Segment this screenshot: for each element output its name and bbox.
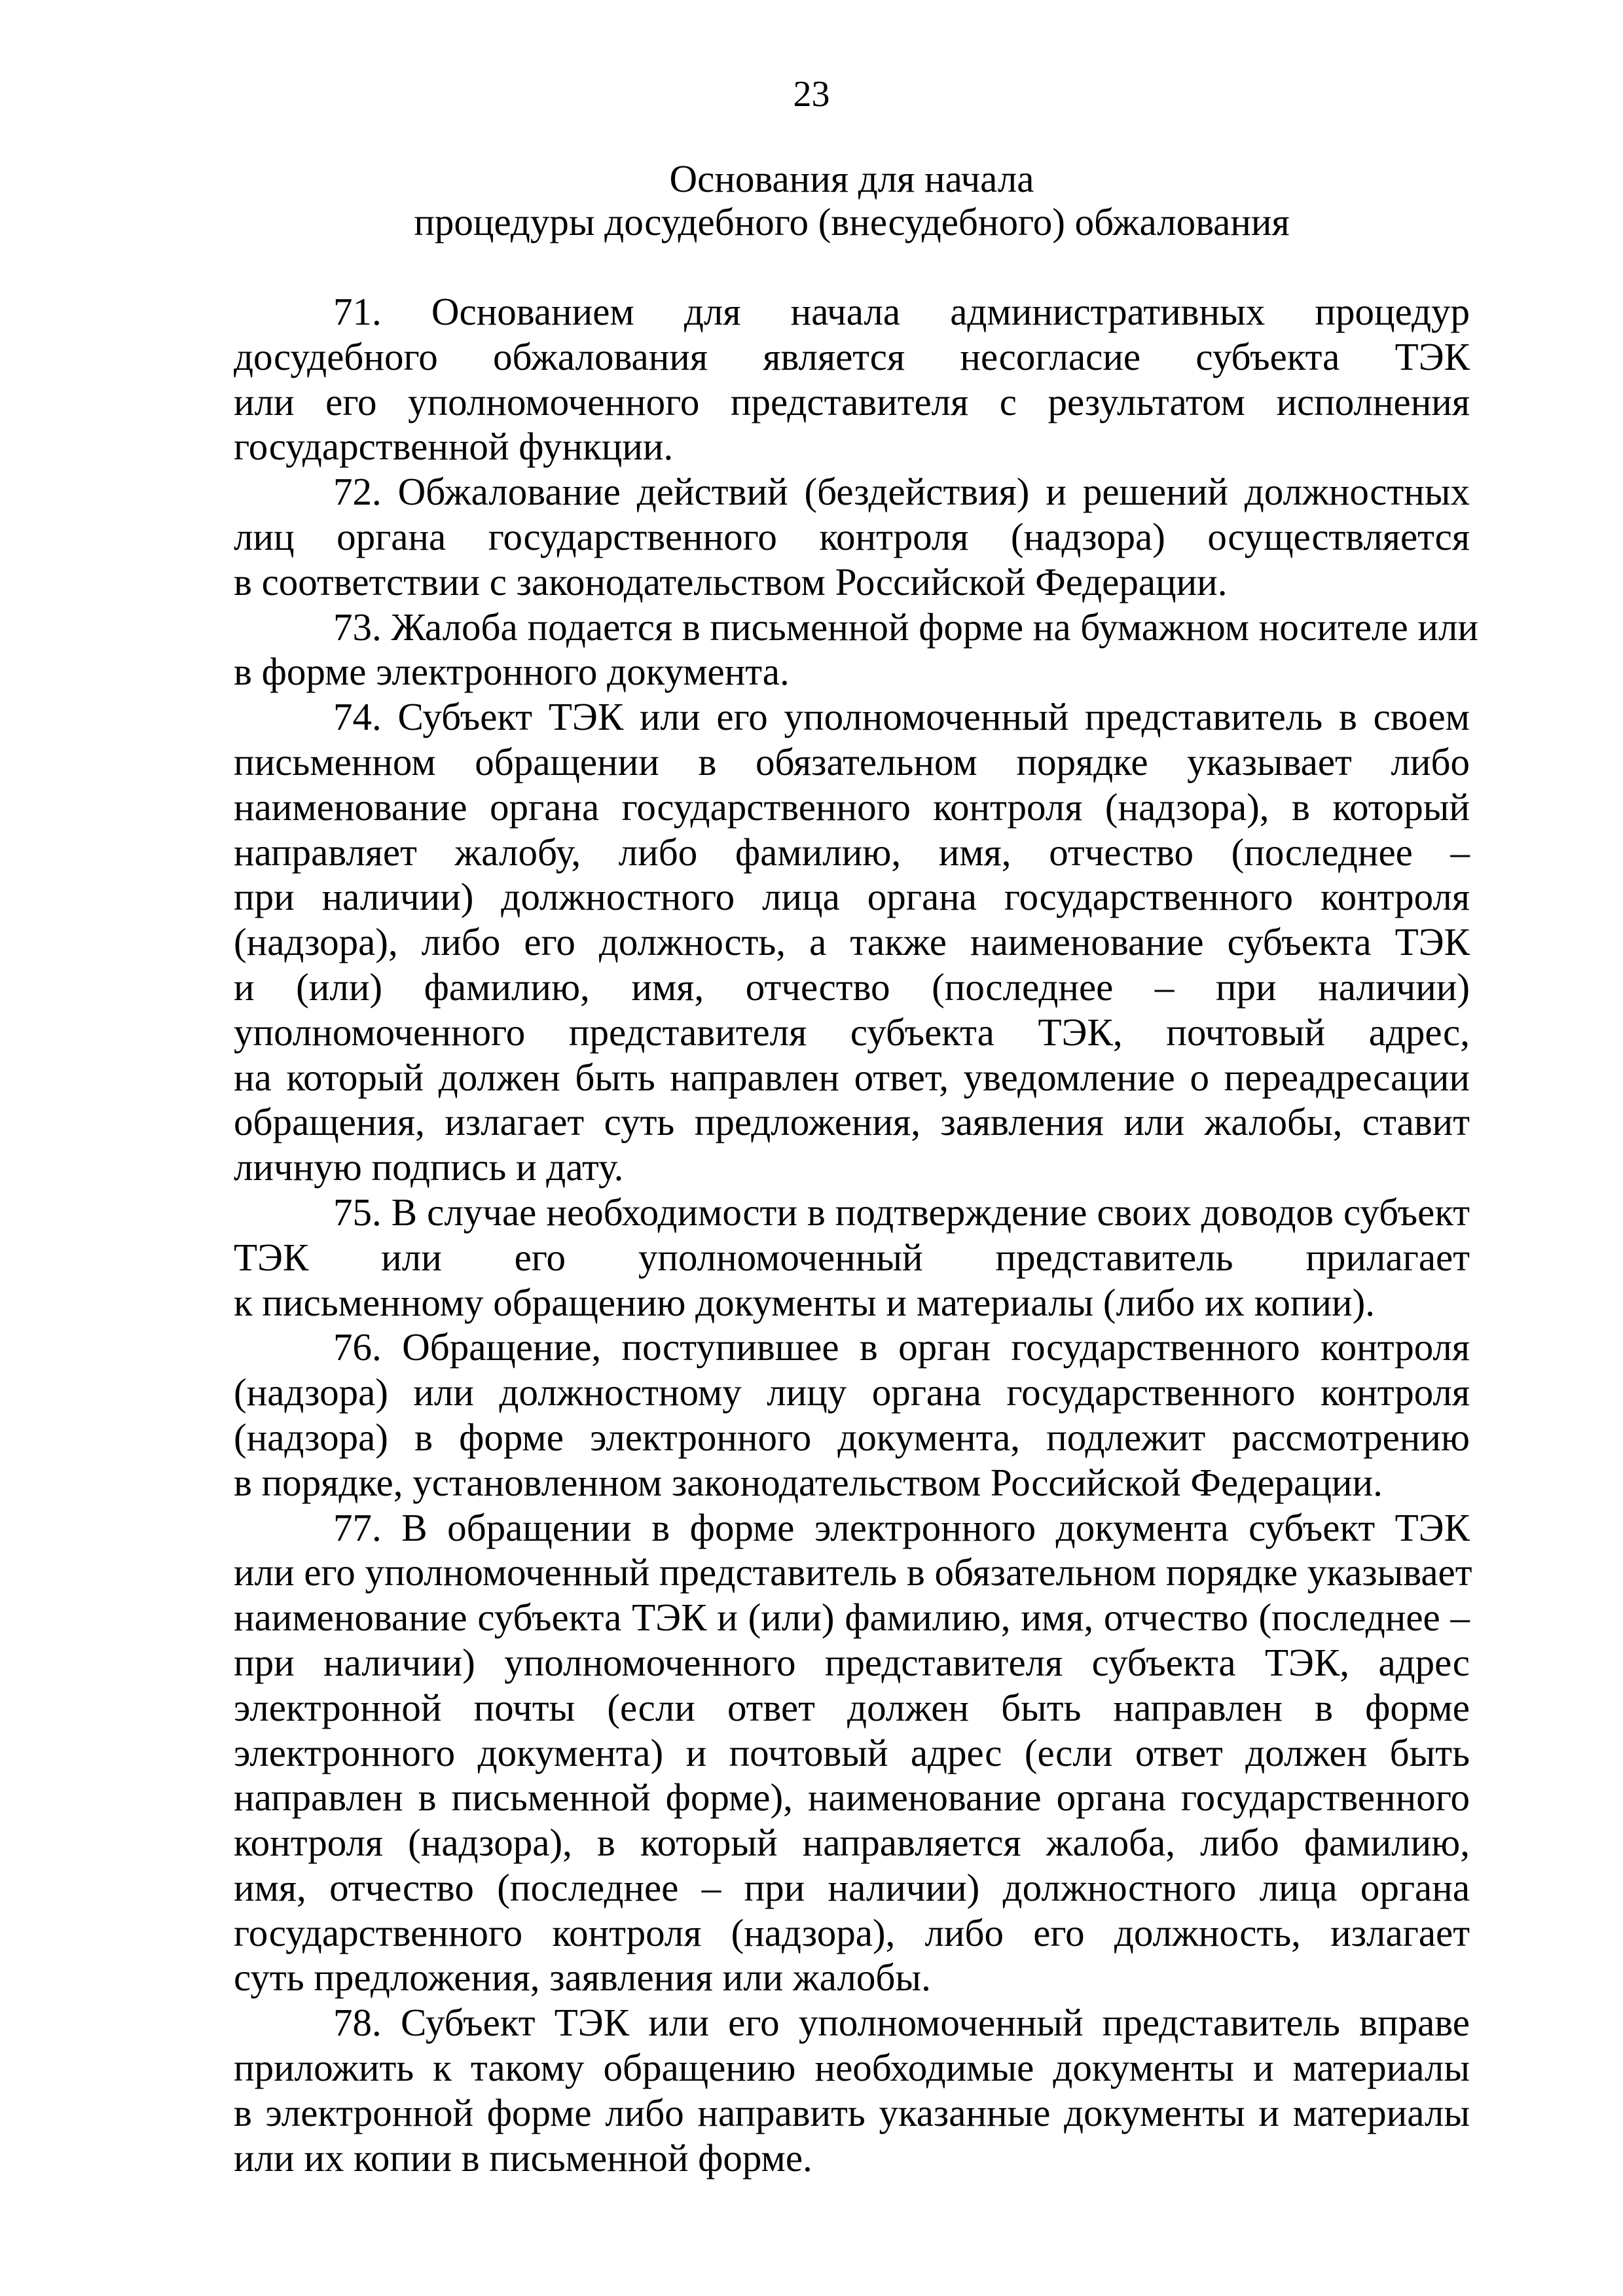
section-title (234, 157, 1470, 243)
paragraph-line: к письменному обращению документы и материалы (либо их копии). (234, 1280, 1375, 1324)
paragraph-line: электронного документа) и почтовый адрес (если ответ должен быть (234, 1731, 1470, 1774)
paragraph (234, 2000, 1470, 2180)
paragraph-line: письменном обращении в обязательном порядке указывает либо (234, 740, 1470, 783)
paragraph-line: личную подпись и дату. (234, 1145, 624, 1189)
document-body (234, 289, 1478, 2180)
paragraph-line: при наличии) должностного лица органа государственного контроля (234, 875, 1470, 919)
page-number: 23 (793, 74, 830, 115)
paragraph-line: (надзора) или должностному лицу органа государственного контроля (234, 1371, 1470, 1414)
paragraph (234, 289, 1470, 469)
paragraph (234, 694, 1470, 1190)
section-title-line-2: процедуры досудебного (внесудебного) обжалования (414, 200, 1290, 243)
paragraph (234, 469, 1470, 604)
paragraph-line: лиц органа государственного контроля (надзора) осуществляется (234, 514, 1470, 558)
section-title-line-1: Основания для начала (669, 157, 1034, 200)
paragraph-line: при наличии) уполномоченного представителя субъекта ТЭК, адрес (234, 1640, 1470, 1684)
paragraph-line: обращения, излагает суть предложения, заявления или жалобы, ставит (234, 1100, 1470, 1144)
paragraph-line: в порядке, установленном законодательством Российской Федерации. (234, 1460, 1383, 1504)
paragraph-line: наименование субъекта ТЭК и (или) фамилию, имя, отчество (последнее – (234, 1596, 1470, 1640)
paragraph-line: или его уполномоченного представителя с результатом исполнения (234, 380, 1470, 423)
paragraph-line: 76. Обращение, поступившее в орган государственного контроля (333, 1325, 1470, 1369)
paragraph-line: или его уполномоченный представитель в обязательном порядке указывает (234, 1551, 1472, 1594)
paragraph-line: и (или) фамилию, имя, отчество (последнее – при наличии) (234, 965, 1470, 1009)
paragraph-line: (надзора), либо его должность, а также наименование субъекта ТЭК (234, 920, 1470, 964)
paragraph-line: 75. В случае необходимости в подтверждение своих доводов субъект (333, 1190, 1470, 1234)
paragraph (234, 1505, 1470, 2001)
paragraph-line: 73. Жалоба подается в письменной форме на бумажном носителе или (333, 605, 1478, 649)
paragraph-line: досудебного обжалования является несогласие субъекта ТЭК (234, 334, 1470, 378)
paragraph-line: 74. Субъект ТЭК или его уполномоченный представитель в своем (333, 695, 1470, 739)
paragraph-line: (надзора) в форме электронного документа, подлежит рассмотрению (234, 1415, 1470, 1459)
paragraph-line: 78. Субъект ТЭК или его уполномоченный представитель вправе (333, 2001, 1470, 2045)
paragraph-line: суть предложения, заявления или жалобы. (234, 1956, 931, 2000)
paragraph-line: направлен в письменной форме), наименование органа государственного (234, 1776, 1470, 1820)
paragraph-line: имя, отчество (последнее – при наличии) должностного лица органа (234, 1865, 1470, 1909)
paragraph-line: приложить к такому обращению необходимые документы и материалы (234, 2046, 1470, 2090)
paragraph-line: наименование органа государственного контроля (надзора), в который (234, 785, 1470, 829)
paragraph-line: в форме электронного документа. (234, 650, 790, 694)
paragraph-line: в электронной форме либо направить указанные документы и материалы (234, 2090, 1470, 2134)
paragraph-line: 71. Основанием для начала административных процедур (333, 290, 1470, 333)
paragraph-line: государственного контроля (надзора), либо его должность, излагает (234, 1910, 1470, 1954)
paragraph-line: направляет жалобу, либо фамилию, имя, отчество (последнее – (234, 830, 1470, 874)
paragraph-line: в соответствии с законодательством Российской Федерации. (234, 560, 1228, 603)
paragraph-line: контроля (надзора), в который направляется жалоба, либо фамилию, (234, 1821, 1470, 1865)
paragraph-line: государственной функции. (234, 425, 674, 469)
paragraph (234, 1325, 1470, 1505)
paragraph-line: или их копии в письменной форме. (234, 2136, 812, 2179)
paragraph (234, 1190, 1470, 1325)
paragraph-line: 77. В обращении в форме электронного документа субъект ТЭК (333, 1505, 1470, 1549)
paragraph (234, 605, 1478, 695)
paragraph-line: уполномоченного представителя субъекта ТЭК, почтовый адрес, (234, 1010, 1470, 1054)
paragraph-line: 72. Обжалование действий (бездействия) и решений должностных (333, 470, 1470, 514)
paragraph-line: ТЭК или его уполномоченный представитель прилагает (234, 1235, 1470, 1279)
paragraph-line: электронной почты (если ответ должен быть направлен в форме (234, 1685, 1470, 1729)
paragraph-line: на который должен быть направлен ответ, уведомление о переадресации (234, 1055, 1470, 1099)
